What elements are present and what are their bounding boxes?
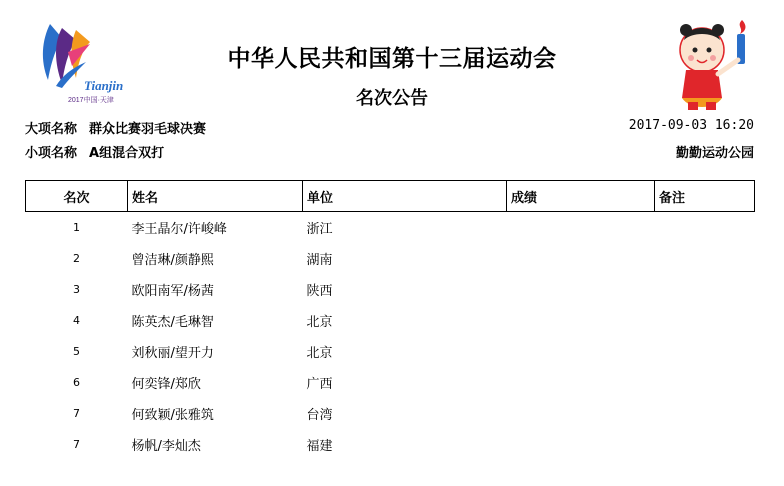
page-title: 中华人民共和国第十三届运动会 xyxy=(227,46,557,72)
row-rank: 5 xyxy=(73,345,80,358)
row-name: 曾洁琳/颜静熙 xyxy=(131,253,214,268)
row-unit: 北京 xyxy=(306,315,333,330)
table-row xyxy=(26,336,755,367)
row-rank: 1 xyxy=(73,221,80,234)
row-name: 何致颖/张雅筑 xyxy=(131,408,214,423)
table-header-row xyxy=(26,181,755,212)
header-unit: 单位 xyxy=(303,181,507,212)
row-note xyxy=(655,398,755,429)
row-name: 欧阳南军/杨茜 xyxy=(131,284,214,299)
event-label: 大项名称 xyxy=(25,122,78,137)
row-unit: 陕西 xyxy=(306,284,333,299)
logo-subtext: 2017中国·天津 xyxy=(68,97,114,104)
header-rank: 名次 xyxy=(26,181,128,212)
row-score xyxy=(507,274,655,305)
row-name: 李王晶尔/许峻峰 xyxy=(131,222,227,237)
table-row xyxy=(26,212,755,244)
table-row xyxy=(26,243,755,274)
row-unit: 台湾 xyxy=(306,408,333,423)
row-score xyxy=(507,398,655,429)
table-row xyxy=(26,367,755,398)
row-name: 陈英杰/毛琳智 xyxy=(131,315,214,330)
row-rank: 2 xyxy=(73,252,80,265)
row-rank: 3 xyxy=(73,283,80,296)
row-score xyxy=(507,212,655,244)
logo-wordmark: Tianjin xyxy=(84,78,124,93)
row-note xyxy=(655,429,755,460)
row-rank: 7 xyxy=(73,438,80,451)
row-score xyxy=(507,336,655,367)
ranking-table xyxy=(25,180,755,460)
row-unit: 福建 xyxy=(306,439,333,454)
row-unit: 北京 xyxy=(306,346,333,361)
subevent-info xyxy=(25,142,164,161)
header-score: 成绩 xyxy=(507,181,655,212)
row-score xyxy=(507,243,655,274)
row-name: 杨帆/李灿杰 xyxy=(131,439,201,454)
table-row xyxy=(26,398,755,429)
event-info xyxy=(25,118,206,137)
table-row xyxy=(26,274,755,305)
row-score xyxy=(507,367,655,398)
subevent-value: A组混合双打 xyxy=(89,146,165,161)
row-note xyxy=(655,274,755,305)
row-note xyxy=(655,305,755,336)
row-name: 何奕锋/郑欣 xyxy=(131,377,201,392)
row-score xyxy=(507,429,655,460)
header-name: 姓名 xyxy=(128,181,303,212)
row-note xyxy=(655,336,755,367)
row-name: 刘秋丽/望开力 xyxy=(131,346,214,361)
row-score xyxy=(507,305,655,336)
row-unit: 广西 xyxy=(306,377,333,392)
table-row xyxy=(26,305,755,336)
row-rank: 4 xyxy=(73,314,80,327)
page-subtitle: 名次公告 xyxy=(356,88,428,109)
table-row xyxy=(26,429,755,460)
row-note xyxy=(655,367,755,398)
venue: 勤勤运动公园 xyxy=(675,146,754,161)
row-note xyxy=(655,243,755,274)
row-rank: 7 xyxy=(73,407,80,420)
row-rank: 6 xyxy=(73,376,80,389)
row-unit: 浙江 xyxy=(306,222,333,237)
header-note: 备注 xyxy=(655,181,755,212)
row-unit: 湖南 xyxy=(306,253,333,268)
subevent-label: 小项名称 xyxy=(25,146,78,161)
event-value: 群众比赛羽毛球决赛 xyxy=(89,122,207,137)
row-note xyxy=(655,212,755,244)
datetime: 2017-09-03 16:20 xyxy=(628,118,754,133)
